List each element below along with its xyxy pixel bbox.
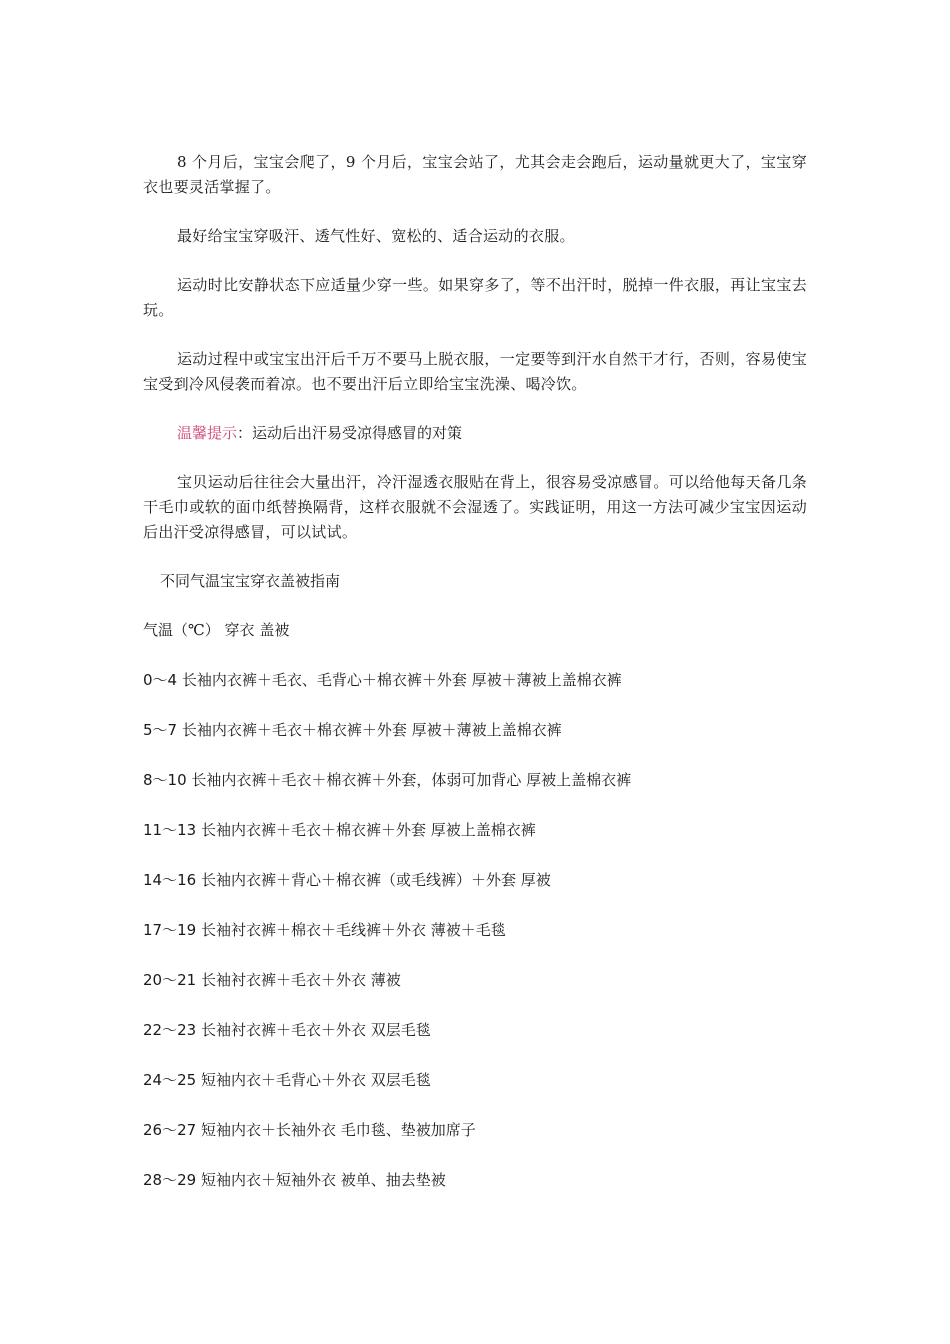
guide-row — [143, 718, 807, 743]
guide-row-text: 长袖内衣裤＋毛衣、毛背心＋棉衣裤＋外套 厚被＋薄被上盖棉衣裤 — [177, 671, 622, 689]
guide-row — [143, 918, 807, 943]
guide-row-text: 短袖内衣＋短袖外衣 被单、抽去垫被 — [196, 1171, 446, 1189]
temperature-range: 0～4 — [143, 671, 178, 689]
temperature-range: 11～13 — [143, 821, 197, 839]
guide-row — [143, 1118, 807, 1143]
temperature-range: 8～10 — [143, 771, 187, 789]
guide-row-text: 长袖内衣裤＋毛衣＋棉衣裤＋外套 厚被＋薄被上盖棉衣裤 — [177, 721, 562, 739]
guide-row-text: 短袖内衣＋长袖外衣 毛巾毯、垫被加席子 — [196, 1121, 476, 1139]
temperature-range: 17～19 — [143, 921, 197, 939]
guide-rows — [143, 668, 807, 1193]
guide-row — [143, 968, 807, 993]
guide-row-text: 长袖内衣裤＋背心＋棉衣裤（或毛线裤）＋外套 厚被 — [196, 871, 551, 889]
guide-row — [143, 1018, 807, 1043]
warm-tip-text: ：运动后出汗易受凉得感冒的对策 — [237, 424, 463, 442]
guide-row — [143, 768, 807, 793]
paragraph-crawling-standing: 8 个月后，宝宝会爬了，9 个月后，宝宝会站了，尤其会走会跑后，运动量就更大了，宝宝穿衣也要灵活掌握了。 — [143, 153, 807, 196]
temperature-range: 26～27 — [143, 1121, 197, 1139]
guide-header: 气温（℃） 穿衣 盖被 — [143, 621, 290, 639]
temperature-range: 22～23 — [143, 1021, 197, 1039]
guide-row-text: 长袖衬衣裤＋毛衣＋外衣 薄被 — [196, 971, 401, 989]
temperature-range: 14～16 — [143, 871, 197, 889]
temperature-range: 28～29 — [143, 1171, 197, 1189]
warm-tip-heading — [143, 421, 807, 446]
paragraph-after-sweating: 运动过程中或宝宝出汗后千万不要马上脱衣服，一定要等到汗水自然干才行，否则，容易使宝宝受到冷风侵袭而着凉。也不要出汗后立即给宝宝洗澡、喝冷饮。 — [143, 350, 807, 393]
paragraph-clothing-choice: 最好给宝宝穿吸汗、透气性好、宽松的、适合运动的衣服。 — [177, 227, 575, 245]
temperature-range: 20～21 — [143, 971, 197, 989]
guide-row — [143, 668, 807, 693]
warm-tip-label: 温馨提示 — [177, 424, 238, 442]
guide-row-text: 长袖内衣裤＋毛衣＋棉衣裤＋外套 厚被上盖棉衣裤 — [196, 821, 536, 839]
guide-row-text: 长袖衬衣裤＋棉衣＋毛线裤＋外衣 薄被＋毛毯 — [196, 921, 506, 939]
temperature-range: 5～7 — [143, 721, 178, 739]
guide-row-text: 短袖内衣＋毛背心＋外衣 双层毛毯 — [196, 1071, 431, 1089]
guide-row — [143, 818, 807, 843]
paragraph-wear-less: 运动时比安静状态下应适量少穿一些。如果穿多了，等不出汗时，脱掉一件衣服，再让宝宝去玩。 — [143, 276, 807, 319]
guide-row — [143, 868, 807, 893]
temperature-range: 24～25 — [143, 1071, 197, 1089]
paragraph-towel-tip: 宝贝运动后往往会大量出汗，冷汗湿透衣服贴在背上，很容易受凉感冒。可以给他每天备几条干毛巾或软的面巾纸替换隔背，这样衣服就不会湿透了。实践证明，用这一方法可减少宝宝因运动后出汗受凉得感冒，可以试试。 — [143, 473, 807, 541]
guide-row — [143, 1168, 807, 1193]
guide-title: 不同气温宝宝穿衣盖被指南 — [160, 572, 341, 590]
document-page — [143, 150, 807, 1218]
guide-row-text: 长袖内衣裤＋毛衣＋棉衣裤＋外套，体弱可加背心 厚被上盖棉衣裤 — [186, 771, 632, 789]
guide-row-text: 长袖衬衣裤＋毛衣＋外衣 双层毛毯 — [196, 1021, 431, 1039]
guide-row — [143, 1068, 807, 1093]
